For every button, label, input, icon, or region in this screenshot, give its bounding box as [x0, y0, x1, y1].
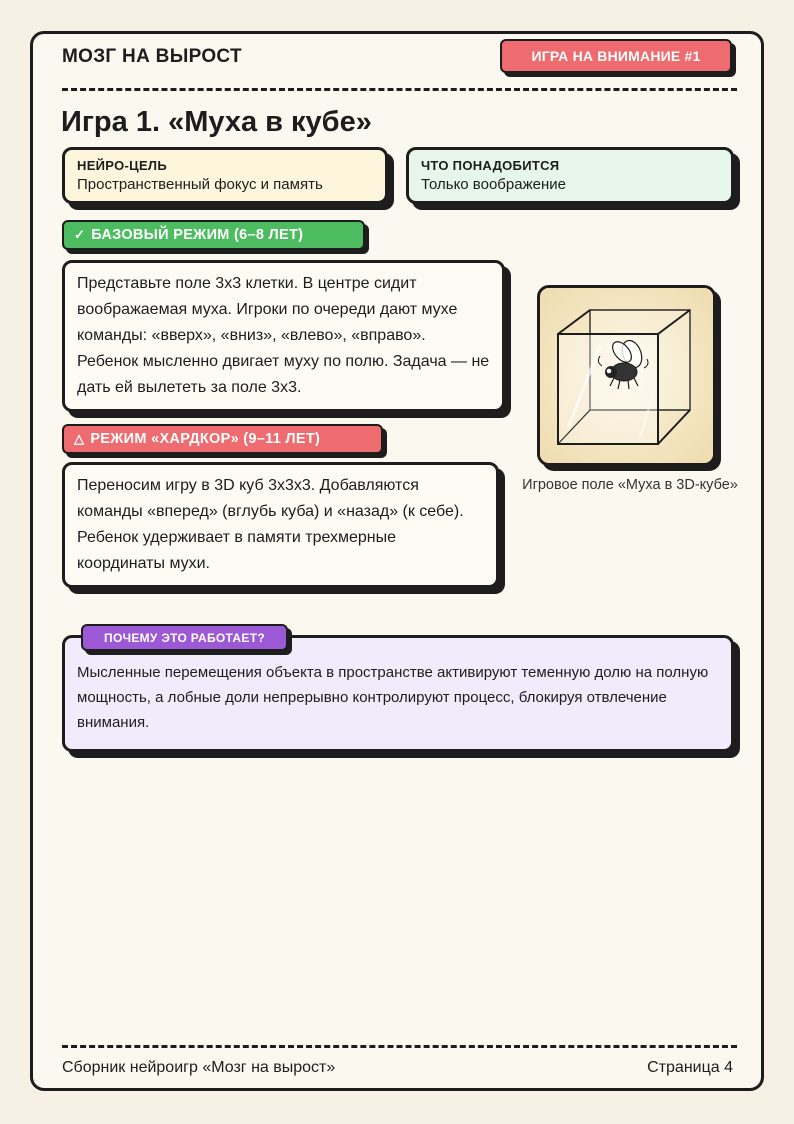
hardcore-mode-text: Переносим игру в 3D куб 3x3x3. Добавляются команды «вперед» (вглубь куба) и «назад» (к себе). Ребенок удерживает в памяти трехмерные координаты мухи. [62, 462, 499, 588]
page-title: Игра 1. «Муха в кубе» [61, 106, 372, 138]
hardcore-mode-badge [62, 424, 383, 454]
check-icon: ✓ [74, 227, 86, 242]
requirements-card [406, 147, 734, 204]
header-divider [62, 88, 737, 91]
neuro-goal-card [62, 147, 388, 204]
figure-caption: Игровое поле «Муха в 3D-кубе» [522, 477, 738, 493]
brand-title: МОЗГ НА ВЫРОСТ [62, 46, 242, 67]
why-it-works-badge: ПОЧЕМУ ЭТО РАБОТАЕТ? [81, 624, 288, 651]
page-number: Страница 4 [647, 1059, 733, 1076]
basic-mode-badge [62, 220, 365, 250]
footer-divider [62, 1045, 737, 1048]
game-tag: ИГРА НА ВНИМАНИЕ #1 [500, 39, 732, 73]
footer-collection-title: Сборник нейроигр «Мозг на вырост» [62, 1059, 336, 1076]
cube-drawing [540, 288, 713, 463]
basic-mode-text: Представьте поле 3x3 клетки. В центре сидит воображаемая муха. Игроки по очереди дают мухе команды: «вверх», «вниз», «влево», «вправо». Ребенок мысленно двигает муху по полю. Задача — не дать ей вылететь за поле 3x3. [62, 260, 505, 412]
hardcore-mode-label: РЕЖИМ «ХАРДКОР» (9–11 ЛЕТ) [90, 431, 321, 447]
why-it-works-card: Мысленные перемещения объекта в пространстве активируют теменную долю на полную мощность, а лобные доли непрерывно контролируют процесс, блокируя отвлечение внимания. [62, 635, 734, 752]
warning-triangle-icon: △ [74, 431, 85, 446]
page [30, 31, 764, 1091]
fly-in-cube-illustration [537, 285, 716, 466]
requirements-value: Только воображение [421, 176, 566, 193]
neuro-goal-value: Пространственный фокус и память [77, 176, 323, 193]
neuro-goal-label: НЕЙРО-ЦЕЛЬ [77, 158, 167, 173]
requirements-label: ЧТО ПОНАДОБИТСЯ [421, 158, 560, 173]
basic-mode-label: БАЗОВЫЙ РЕЖИМ (6–8 ЛЕТ) [91, 227, 304, 243]
